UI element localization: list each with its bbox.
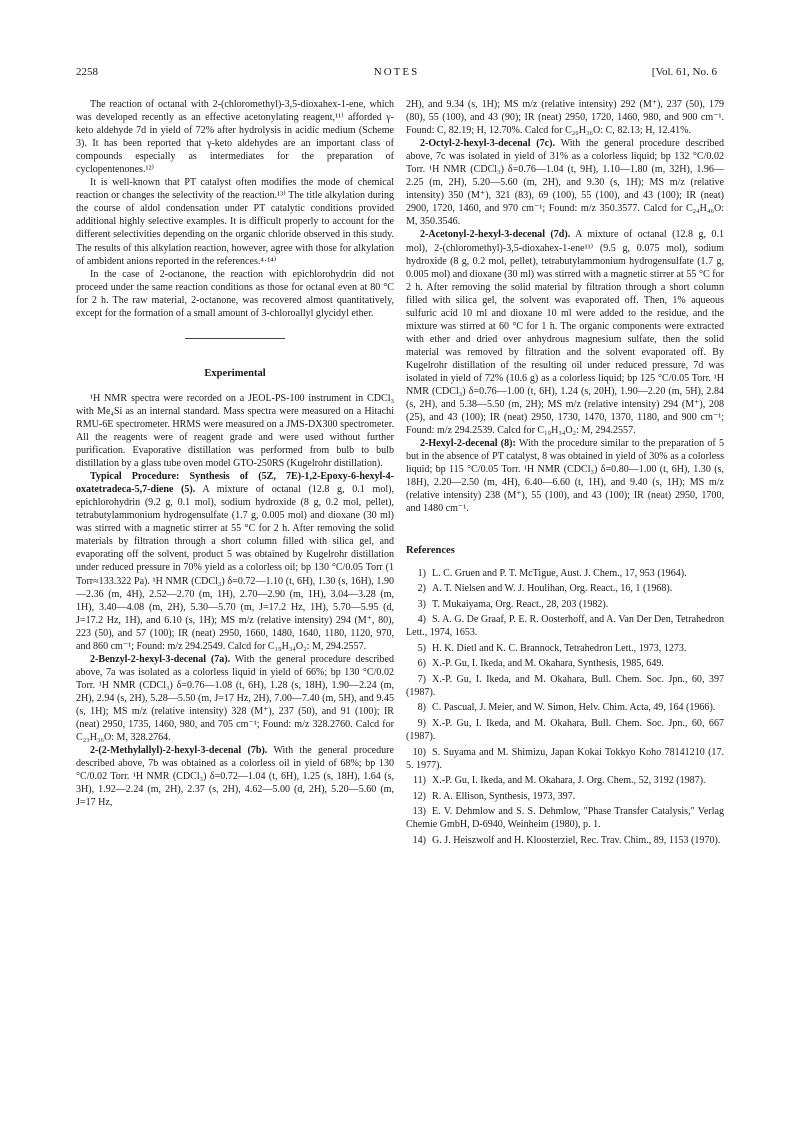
reference-text: X.-P. Gu, I. Ikeda, and M. Okahara, Bull. Chem. Soc. Jpn., 60, 667 (1987). xyxy=(406,718,724,743)
reference-number: 7) xyxy=(417,673,426,685)
page-number: 2258 xyxy=(76,66,98,78)
reference-text: C. Pascual, J. Meier, and W. Simon, Helv. Chim. Acta, 49, 164 (1966). xyxy=(432,702,716,714)
reference-item xyxy=(406,834,724,847)
volume-issue: [Vol. 61, No. 6 xyxy=(651,66,717,78)
reference-number: 12) xyxy=(412,790,426,802)
journal-section-title: NOTES xyxy=(373,66,420,78)
reference-text: R. A. Ellison, Synthesis, 1973, 397. xyxy=(432,790,576,802)
reference-number: 1) xyxy=(417,567,426,579)
reference-number: 4) xyxy=(417,614,426,626)
procedure-title: 2-Benzyl-2-hexyl-3-decenal (7a). xyxy=(90,653,231,665)
references-heading: References xyxy=(406,544,455,556)
procedure-body: A mixture of octanal (12.8 g, 0.1 mol), 2-(chloromethyl)-3,5-dioxahex-1-ene¹¹⁾ (9.5 g, 0.075 mol), sodium hydroxide (8 g, 0.2 mol, pellet), tetrabutylammonium hydrogensulfate (1.7 g, 0.005 mol) and dioxane (30 ml) was stirred with a magnetic stirrer at 55 °C for 2 h. After removing the solid material by filtration through a short column filled with silica gel, the solvent was evaporated off. Then, 1% aqueous sulfuric acid 10 ml and dioxane 10 ml were added to the residue, and the mixture was stirred at 60 °C for 1 h. The organic components were extracted with ether and dried over anhydrous magnesium sulfate, then the solid material was removed by filtration and the solvent evaporated off. By Kugelrohr distillation of the resulting oil under reduced pressure, 7d was isolated in yield of 72% (10.6 g) as a colorless liquid; bp 125 °C/0.05 Torr. ¹H NMR (CDCl₃) δ=0.76—1.00 (t, 6H), 1.24 (s, 20H), 1.90—2.20 (m, 5H), 2.84 (s, 2H), and 5.38—5.50 (m, 2H); MS m/z (relative intensity) 294 (M⁺), 208 (25), and 43 (100); IR (neat) 2950, 1730, 1470, 1370, 1180, and 900 cm⁻¹; Found: m/z 294.2539. Calcd for C₁₉H₃₄O₂: M, 294.2557. xyxy=(406,229,724,437)
reference-item xyxy=(406,805,724,831)
reference-number: 3) xyxy=(417,598,426,610)
reference-list xyxy=(406,567,724,847)
right-column xyxy=(406,98,724,849)
experimental-heading: Experimental xyxy=(204,367,266,379)
reference-number: 10) xyxy=(412,746,426,758)
reference-text: S. A. G. De Graaf, P. E. R. Oosterhoff, and A. Van Der Den, Tetrahedron Lett., 1974, 1653. xyxy=(406,614,724,639)
reference-item xyxy=(406,790,724,803)
procedure-7b xyxy=(76,744,394,809)
reference-item xyxy=(406,657,724,670)
reference-text: H. K. Dietl and K. C. Brannock, Tetrahedron Lett., 1973, 1273. xyxy=(432,642,687,654)
procedure-7a xyxy=(76,653,394,744)
reference-item xyxy=(406,673,724,699)
reference-number: 11) xyxy=(412,775,426,787)
reference-number: 13) xyxy=(412,806,426,818)
reference-text: X.-P. Gu, I. Ikeda, and M. Okahara, J. Org. Chem., 52, 3192 (1987). xyxy=(432,775,706,787)
procedure-body: A mixture of octanal (12.8 g, 0.1 mol), epichlorohydrin (9.2 g, 0.1 mol), sodium hydroxide (8 g, 0.2 mol, pellet), tetrabutylammonium hydrogensulfate (1.7 g, 0.005 mol) and dioxane (30 ml) was stirred with a magnetic stirrer at 55 °C for 2 h. After removing the solid materials by filtration through a short column filled with silica gel, and evaporating off the solvent, product 5 was obtained by Kugelrohr distillation under reduced pressure in 70% yield as a colorless oil; bp 130 °C/0.05 Torr (1 Torr≈133.322 Pa). ¹H NMR (CDCl₃) δ=0.72—1.10 (t, 6H), 1.30 (s, 16H), 1.90—2.36 (m, 4H), 2.52—2.70 (m, 1H), 2.70—2.90 (m, 1H), 3.04—3.28 (m, 1H), 3.40—4.08 (m, 2H), 5.30—5.70 (m, J=17.2 Hz, 1H), 5.70—5.95 (d, J=17.2 Hz, 1H), and 6.10 (s, 1H); MS m/z (relative intensity) 294 (M⁺, 80), 223 (50), and 57 (100); IR (neat) 2950, 1660, 1480, 1640, 1180, 1120, 970, and 860 cm⁻¹; Found: m/z 294.2549. Calcd for C₁₉H₃₄O₂: M, 294.2557. xyxy=(76,484,394,652)
procedure-7c xyxy=(406,137,724,228)
reference-number: 5) xyxy=(417,642,426,654)
procedure-8 xyxy=(406,437,724,515)
procedure-title: 2-Acetonyl-2-hexyl-3-decenal (7d). xyxy=(420,229,571,241)
reference-text: T. Mukaiyama, Org. React., 28, 203 (1982). xyxy=(432,598,609,610)
reference-number: 6) xyxy=(417,658,426,670)
procedure-title: 2-Octyl-2-hexyl-3-decenal (7c). xyxy=(420,138,555,150)
reference-text: L. C. Gruen and P. T. McTigue, Aust. J. Chem., 17, 953 (1964). xyxy=(432,567,687,579)
reference-item xyxy=(406,567,724,580)
reference-number: 14) xyxy=(412,834,426,846)
reference-number: 9) xyxy=(417,718,426,730)
reference-text: A. T. Nielsen and W. J. Houlihan, Org. React., 16, 1 (1968). xyxy=(432,583,673,595)
left-column xyxy=(76,98,394,809)
reference-text: X.-P. Gu, I. Ikeda, and M. Okahara, Synthesis, 1985, 649. xyxy=(432,658,664,670)
continued-paragraph: 2H), and 9.34 (s, 1H); MS m/z (relative intensity) 292 (M⁺), 237 (50), 179 (80), 55 (100), and 43 (90); IR (neat) 2950, 1720, 1460, 980, and 900 cm⁻¹. Found: C, 82.19; H, 12.70%. Calcd for C₂₀H₃₆O: C, 82.13; H, 12.41%. xyxy=(406,99,724,137)
reference-item xyxy=(406,746,724,772)
procedure-7d xyxy=(406,228,724,437)
reference-item xyxy=(406,701,724,714)
reference-item xyxy=(406,774,724,787)
reference-item xyxy=(406,717,724,743)
reference-item xyxy=(406,582,724,595)
reference-text: X.-P. Gu, I. Ikeda, and M. Okahara, Bull. Chem. Soc. Jpn., 60, 397 (1987). xyxy=(406,673,724,698)
procedure-body: With the general procedure described above, 7b was obtained as a colorless oil in yield of 68%; bp 130 °C/0.02 Torr. ¹H NMR (CDCl₃) δ=0.72—1.04 (t, 6H), 1.25 (s, 18H), 1.64 (s, 3H), 1.92—2.24 (m, 2H), 2.37 (s, 2H), 4.62—5.00 (d, 2H), 5.20—5.60 (m, J=17 Hz, xyxy=(76,745,394,809)
procedure-5 xyxy=(76,470,394,653)
procedure-title: 2-(2-Methylallyl)-2-hexyl-3-decenal (7b). xyxy=(90,745,268,757)
reference-number: 2) xyxy=(417,583,426,595)
section-divider xyxy=(185,338,285,339)
procedure-title: Typical Procedure: Synthesis of (5Z, 7E)-1,2-Epoxy-6-hexyl-4-oxatetradeca-5,7-diene (5). xyxy=(76,471,394,496)
procedure-body: With the general procedure described above, 7c was isolated in yield of 31% as a colorless liquid; bp 132 °C/0.02 Torr. ¹H NMR (CDCl₃) δ=0.76—1.04 (t, 9H), 1.10—1.80 (m, 32H), 1.96—2.25 (m, 2H), 5.20—5.60 (m, 2H), and 9.30 (s, 1H); MS m/z (relative intensity) 350 (M⁺), 321 (83), 69 (100), 55 (100), and 43 (100); IR (neat) 2900, 1720, 1460, and 970 cm⁻¹; Found: m/z 350.3577. Calcd for C₂₄H₄₆O: M, 350.3546. xyxy=(406,138,724,228)
body-paragraph: The reaction of octanal with 2-(chloromethyl)-3,5-dioxahex-1-ene, which was developed recently as an effective acetonylating reagent,¹¹⁾ afforded γ-keto aldehyde 7d in yield of 72% after hydrolysis in acidic medium (Scheme 3). It has been reported that γ-keto aldehydes are an important class of compounds especially as intermediates for the preparation of cyclopentenones.¹²⁾ xyxy=(76,99,394,176)
reference-item xyxy=(406,642,724,655)
running-header xyxy=(76,64,717,80)
experimental-intro: ¹H NMR spectra were recorded on a JEOL-PS-100 instrument in CDCl₃ with Me₄Si as an internal standard. Mass spectra were measured on a Hitachi RMU-6E spectrometer. HRMS were measured on a JMS-DX300 spectrometer. All the reagents were of reagent grade and were used without further purification. Evaporative distillation was performed from bulb to bulb distillation by a glass tube oven model GTO-250RS (Kugelrohr distillation). xyxy=(76,392,394,470)
procedure-body: With the general procedure described above, 7a was isolated as a colorless liquid in yield of 66%; bp 130 °C/0.02 Torr. ¹H NMR (CDCl₃) δ=0.76—1.08 (t, 6H), 1.28 (s, 18H), 1.90—2.24 (m, 2H), 2.94 (s, 2H), 5.28—5.50 (m, J=17 Hz, 2H), 7.00—7.40 (m, 5H), and 9.45 (s, 1H); MS m/z (relative intensity) 328 (M⁺), 237 (50), and 91 (100); IR (neat) 2950, 1735, 1460, 980, and 705 cm⁻¹; Found: m/z 328.2760. Calcd for C₂₃H₃₆O: M, 328.2764. xyxy=(76,653,394,744)
reference-text: G. J. Heiszwolf and H. Kloosterziel, Rec. Trav. Chim., 89, 1153 (1970). xyxy=(432,834,721,846)
reference-item xyxy=(406,598,724,611)
reference-item xyxy=(406,613,724,639)
reference-number: 8) xyxy=(417,702,426,714)
reference-text: S. Suyama and M. Shimizu, Japan Kokai Tokkyo Koho 78141210 (17. 5. 1977). xyxy=(406,746,724,771)
reference-text: E. V. Dehmlow and S. S. Dehmlow, "Phase Transfer Catalysis," Verlag Chemie GmbH, D-6940, Weinheim (1980), p. 1. xyxy=(406,806,724,831)
procedure-title: 2-Hexyl-2-decenal (8): xyxy=(420,438,516,450)
procedure-body: With the procedure similar to the preparation of 5 but in the absence of PT catalyst, 8 was obtained in yield of 30% as a colorless liquid; bp 115 °C/0.05 Torr. ¹H NMR (CDCl₃) δ=0.80—1.00 (t, 6H), 1.30 (s, 18H), 2.20—2.50 (m, 4H), 6.40—6.60 (t, 1H), and 9.40 (s, 1H); MS m/z (relative intensity) 238 (M⁺), 55 (100), and 43 (100); IR (neat) 2950, 1700, and 1480 cm⁻¹. xyxy=(406,438,724,515)
body-paragraph: In the case of 2-octanone, the reaction with epichlorohydrin did not proceed under the same reaction conditions as those for octanal even at 80 °C for 2 h. The raw material, 2-octanone, was recovered almost quantitatively, except for the formation of a small amount of 3-chloroallyl glycidyl ether. xyxy=(76,268,394,319)
body-paragraph: It is well-known that PT catalyst often modifies the mode of chemical reaction or changes the selectivity of the reaction.¹³⁾ The title alkylation during the course of aldol condensation under PT catalytic conditions provided additional highly selective examples. It is difficult properly to account for the different selectivities depending on the organic chloride observed in this study. The results of this alkylation reaction, however, agree with those for alkylation of ambident anions reported in the references.⁴·¹⁴⁾ xyxy=(76,177,394,267)
